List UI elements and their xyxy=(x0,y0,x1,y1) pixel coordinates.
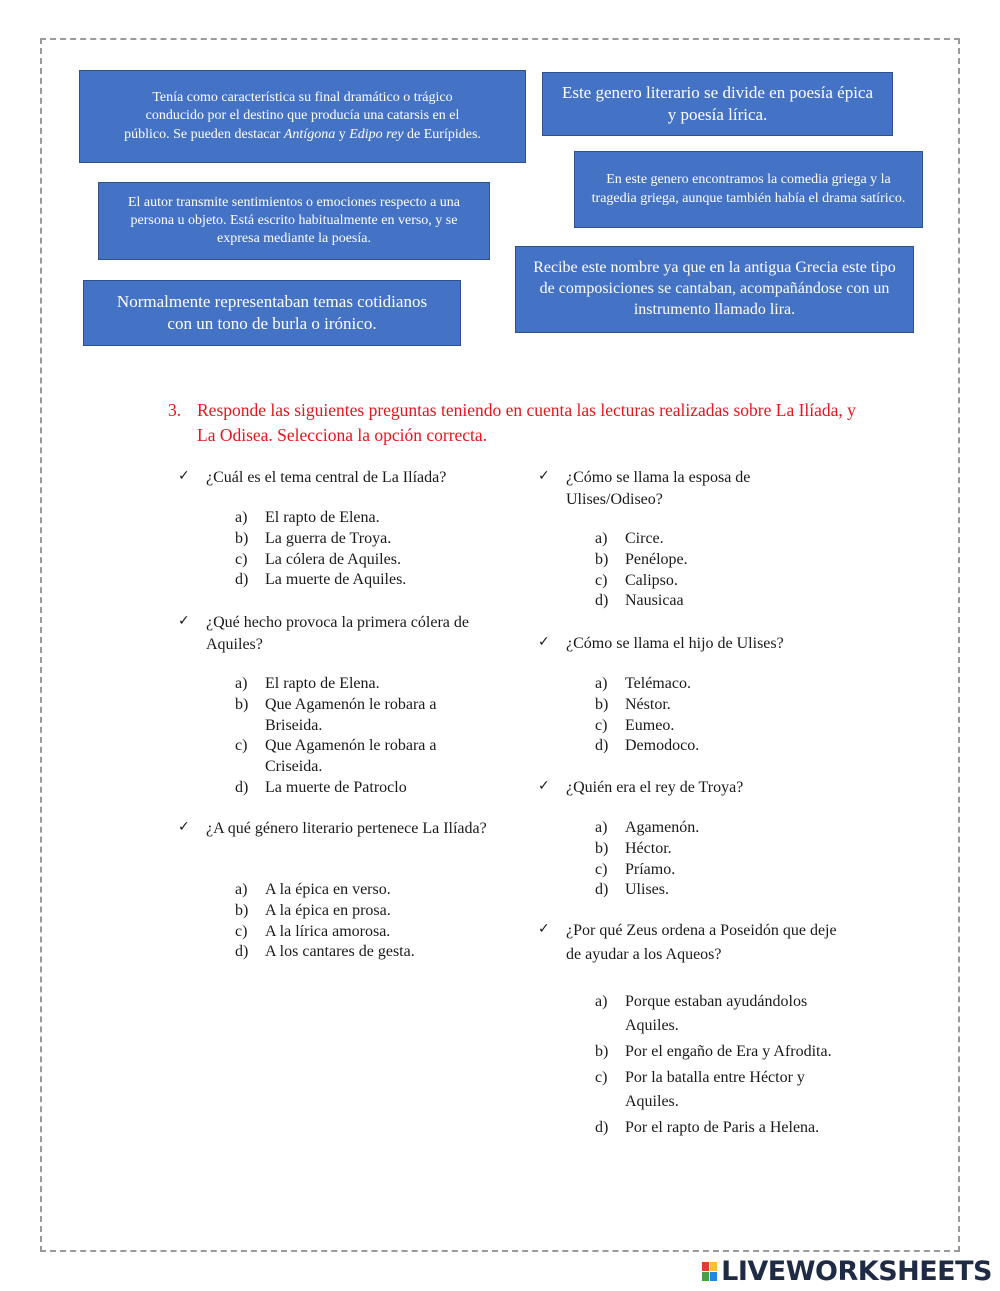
card-genero-teatro-text: En este genero encontramos la comedia griega y la tragedia griega, aunque también había el drama satírico. xyxy=(591,172,906,206)
checkmark-icon: ✓ xyxy=(538,921,550,937)
card-lirico[interactable] xyxy=(98,182,490,260)
card-lirico-text: El autor transmite sentimientos o emociones respecto a una persona u objeto. Está escrito habitualmente en verso, y se expresa mediante la poesía. xyxy=(127,194,460,247)
options-list-6 xyxy=(595,818,795,901)
question-text: ¿Cómo se llama el hijo de Ulises? xyxy=(566,635,784,652)
option-c[interactable]: c) Que Agamenón le robara a Criseida. xyxy=(235,737,437,776)
option-d[interactable]: d) Por el rapto de Paris a Helena. xyxy=(595,1119,820,1136)
option-c[interactable]: c) Calipso. xyxy=(595,571,678,589)
card-genero-poesia-text: Este genero literario se divide en poesía épica y poesía lírica. xyxy=(561,82,874,124)
option-c[interactable]: c) La cólera de Aquiles. xyxy=(235,550,401,568)
logo-square-green xyxy=(702,1272,709,1281)
card-tragedia-text: Tenía como característica su final dramático o trágico conducido por el destino que producía una catarsis en el público. Se pueden destacar Antígona y Edipo rey de Eurípides. xyxy=(124,90,481,142)
option-b[interactable]: b) Néstor. xyxy=(595,695,671,713)
logo-square-yellow xyxy=(710,1262,717,1271)
card-tragedia[interactable] xyxy=(79,70,526,163)
liveworksheets-logo[interactable] xyxy=(702,1256,992,1287)
option-a[interactable]: a) A la épica en verso. xyxy=(235,881,391,898)
logo-text: LIVEWORKSHEETS xyxy=(721,1256,992,1287)
option-b[interactable]: b) La guerra de Troya. xyxy=(235,529,392,547)
question-4 xyxy=(538,467,808,510)
option-a[interactable]: a) El rapto de Elena. xyxy=(235,509,380,526)
checkmark-icon: ✓ xyxy=(178,613,190,629)
option-b[interactable]: b) Héctor. xyxy=(595,839,672,857)
option-c[interactable]: c) A la lírica amorosa. xyxy=(235,922,391,940)
instruction-number: 3. xyxy=(168,400,182,420)
option-d[interactable]: d) A los cantares de gesta. xyxy=(235,943,415,961)
option-a[interactable]: a) Agamenón. xyxy=(595,819,700,836)
question-text: ¿Quién era el rey de Troya? xyxy=(566,779,744,796)
card-comedia-text: Normalmente representaban temas cotidianos con un tono de burla o irónico. xyxy=(116,291,428,333)
instruction-text: Responde las siguientes preguntas teniendo en cuenta las lecturas realizadas sobre La Ilíada, y La Odisea. Selecciona la opción correcta. xyxy=(197,400,856,446)
option-c[interactable]: c) Príamo. xyxy=(595,860,676,878)
option-d[interactable]: d) Demodoco. xyxy=(595,737,700,755)
instruction xyxy=(168,398,868,449)
question-3 xyxy=(178,818,488,840)
checkmark-icon: ✓ xyxy=(538,778,550,794)
checkmark-icon: ✓ xyxy=(178,819,190,835)
card-lira[interactable] xyxy=(515,246,914,333)
question-text: ¿Cómo se llama la esposa de Ulises/Odiseo? xyxy=(566,469,751,508)
options-list-1 xyxy=(235,508,495,591)
option-c[interactable]: c) Por la batalla entre Héctor y Aquiles. xyxy=(595,1069,805,1110)
option-a[interactable]: a) Telémaco. xyxy=(595,675,691,692)
question-7 xyxy=(538,919,848,967)
options-list-3 xyxy=(235,880,495,963)
card-comedia[interactable] xyxy=(83,280,461,346)
option-b[interactable]: b) Que Agamenón le robara a Briseida. xyxy=(235,695,437,734)
option-b[interactable]: b) A la épica en prosa. xyxy=(235,901,391,919)
option-a[interactable]: a) Porque estaban ayudándolos Aquiles. xyxy=(595,993,808,1034)
question-1 xyxy=(178,467,488,489)
options-list-4 xyxy=(595,529,795,612)
logo-square-red xyxy=(702,1262,709,1271)
card-lira-text: Recibe este nombre ya que en la antigua Grecia este tipo de composiciones se cantaban, acompañándose con un instrumento llamado lira. xyxy=(533,259,896,318)
option-d[interactable]: d) La muerte de Aquiles. xyxy=(235,571,407,589)
logo-square-blue xyxy=(710,1272,717,1281)
checkmark-icon: ✓ xyxy=(538,634,550,650)
options-list-7 xyxy=(595,990,850,1142)
option-b[interactable]: b) Penélope. xyxy=(595,550,688,568)
card-genero-teatro[interactable] xyxy=(574,151,923,228)
card-genero-poesia[interactable] xyxy=(542,72,893,136)
question-text: ¿Qué hecho provoca la primera cólera de Aquiles? xyxy=(206,614,469,653)
option-b[interactable]: b) Por el engaño de Era y Afrodita. xyxy=(595,1043,832,1060)
option-d[interactable]: d) Ulises. xyxy=(595,881,669,899)
option-c[interactable]: c) Eumeo. xyxy=(595,716,675,734)
checkmark-icon: ✓ xyxy=(538,468,550,484)
options-list-2 xyxy=(235,674,480,799)
option-d[interactable]: d) La muerte de Patroclo xyxy=(235,778,407,796)
option-a[interactable]: a) El rapto de Elena. xyxy=(235,675,380,692)
option-d[interactable]: d) Nausicaa xyxy=(595,592,684,610)
option-a[interactable]: a) Circe. xyxy=(595,530,664,547)
question-5 xyxy=(538,633,838,655)
question-text: ¿A qué género literario pertenece La Ilíada? xyxy=(206,820,487,837)
question-text: ¿Por qué Zeus ordena a Poseidón que deje de ayudar a los Aqueos? xyxy=(566,922,837,963)
question-text: ¿Cuál es el tema central de La Ilíada? xyxy=(206,469,447,486)
checkmark-icon: ✓ xyxy=(178,468,190,484)
logo-mark-icon xyxy=(702,1262,717,1281)
options-list-5 xyxy=(595,674,795,757)
question-2 xyxy=(178,612,488,655)
question-6 xyxy=(538,777,838,799)
